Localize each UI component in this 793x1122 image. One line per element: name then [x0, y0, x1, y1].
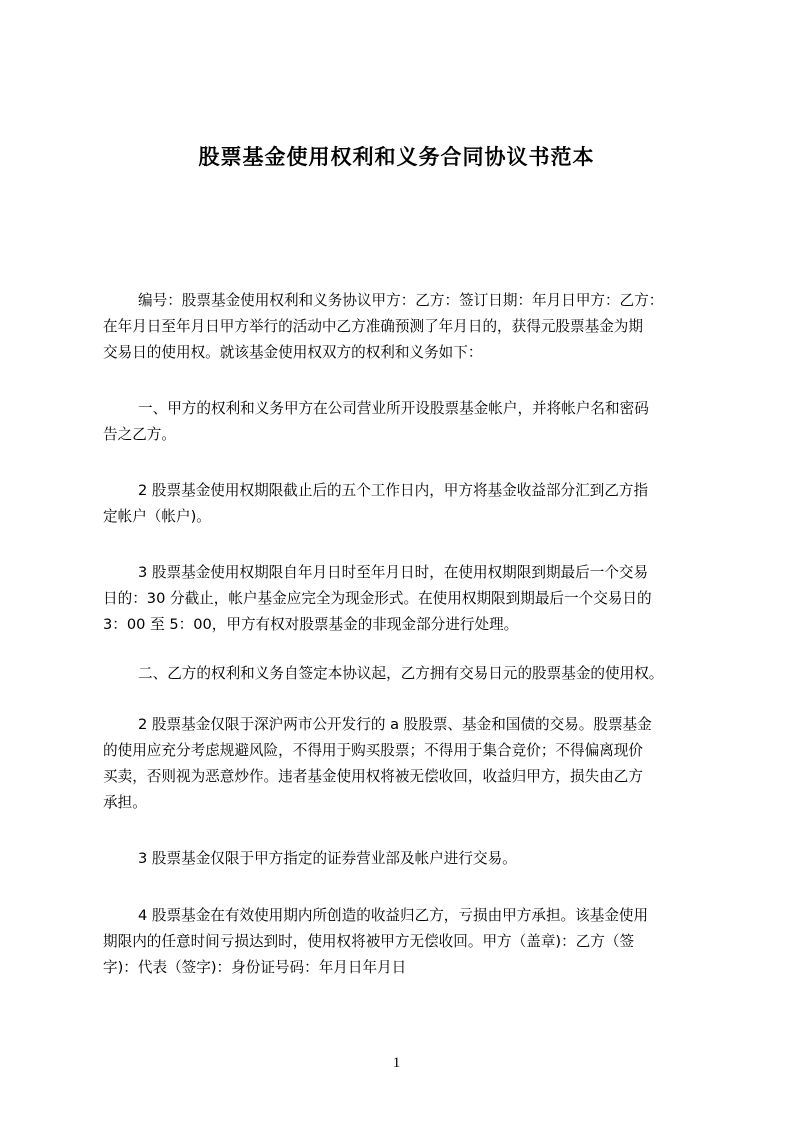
- paragraph-line: 告之乙方。: [103, 426, 176, 443]
- paragraph-line: 二、乙方的权利和义务自签定本协议起，乙方拥有交易日元的股票基金的使用权。: [138, 665, 664, 682]
- paragraph-line: 编号：股票基金使用权利和义务协议甲方：乙方：签订日期：年月日甲方：乙方：: [138, 292, 664, 309]
- paragraph-b-item-4: [103, 903, 707, 981]
- paragraph-line: 承担。: [103, 794, 147, 811]
- paragraph-line: 字)：代表（签字)：身份证号码：年月日年月日: [103, 959, 407, 976]
- paragraph-line: 买卖，否则视为恶意炒作。违者基金使用权将被无偿收回，收益归甲方，损失由乙方: [103, 768, 643, 785]
- paragraph-party-b-rights: [103, 661, 707, 687]
- paragraph-line: 一、甲方的权利和义务甲方在公司营业所开设股票基金帐户，并将帐户名和密码: [138, 400, 649, 417]
- paragraph-line: 3 股票基金使用权期限自年月日时至年月日时，在使用权期限到期最后一个交易: [138, 564, 649, 581]
- paragraph-b-item-2: [103, 712, 707, 816]
- paragraph-line: 3：00 至 5：00，甲方有权对股票基金的非现金部分进行处理。: [103, 616, 519, 633]
- paragraph-line: 期限内的任意时间亏损达到时，使用权将被甲方无偿收回。甲方（盖章)：乙方（签: [103, 933, 635, 950]
- paragraph-line: 的使用应充分考虑规避风险，不得用于购买股票；不得用于集合竞价；不得偏离现价: [103, 742, 643, 759]
- paragraph-a-item-3: [103, 560, 707, 638]
- page-number: 1: [392, 1055, 401, 1071]
- paragraph-line: 交易日的使用权。就该基金使用权双方的权利和义务如下：: [103, 344, 483, 361]
- paragraph-party-a-rights: [103, 396, 707, 448]
- paragraph-line: 在年月日至年月日甲方举行的活动中乙方准确预测了年月日的，获得元股票基金为期: [103, 318, 643, 335]
- paragraph-line: 2 股票基金仅限于深沪两市公开发行的 a 股股票、基金和国债的交易。股票基金: [138, 716, 652, 733]
- paragraph-line: 4 股票基金在有效使用期内所创造的收益归乙方，亏损由甲方承担。该基金使用: [138, 907, 649, 924]
- document-title: 股票基金使用权利和义务合同协议书范本: [198, 145, 595, 169]
- paragraph-line: 日的：30 分截止，帐户基金应完全为现金形式。在使用权期限到期最后一个交易日的: [103, 590, 652, 607]
- paragraph-line: 3 股票基金仅限于甲方指定的证券营业部及帐户进行交易。: [138, 850, 517, 867]
- paragraph-line: 定帐户（帐户)。: [103, 508, 211, 525]
- paragraph-intro: [103, 288, 707, 366]
- paragraph-a-item-2: [103, 478, 707, 530]
- paragraph-b-item-3: [103, 846, 707, 872]
- paragraph-line: 2 股票基金使用权期限截止后的五个工作日内，甲方将基金收益部分汇到乙方指: [138, 482, 649, 499]
